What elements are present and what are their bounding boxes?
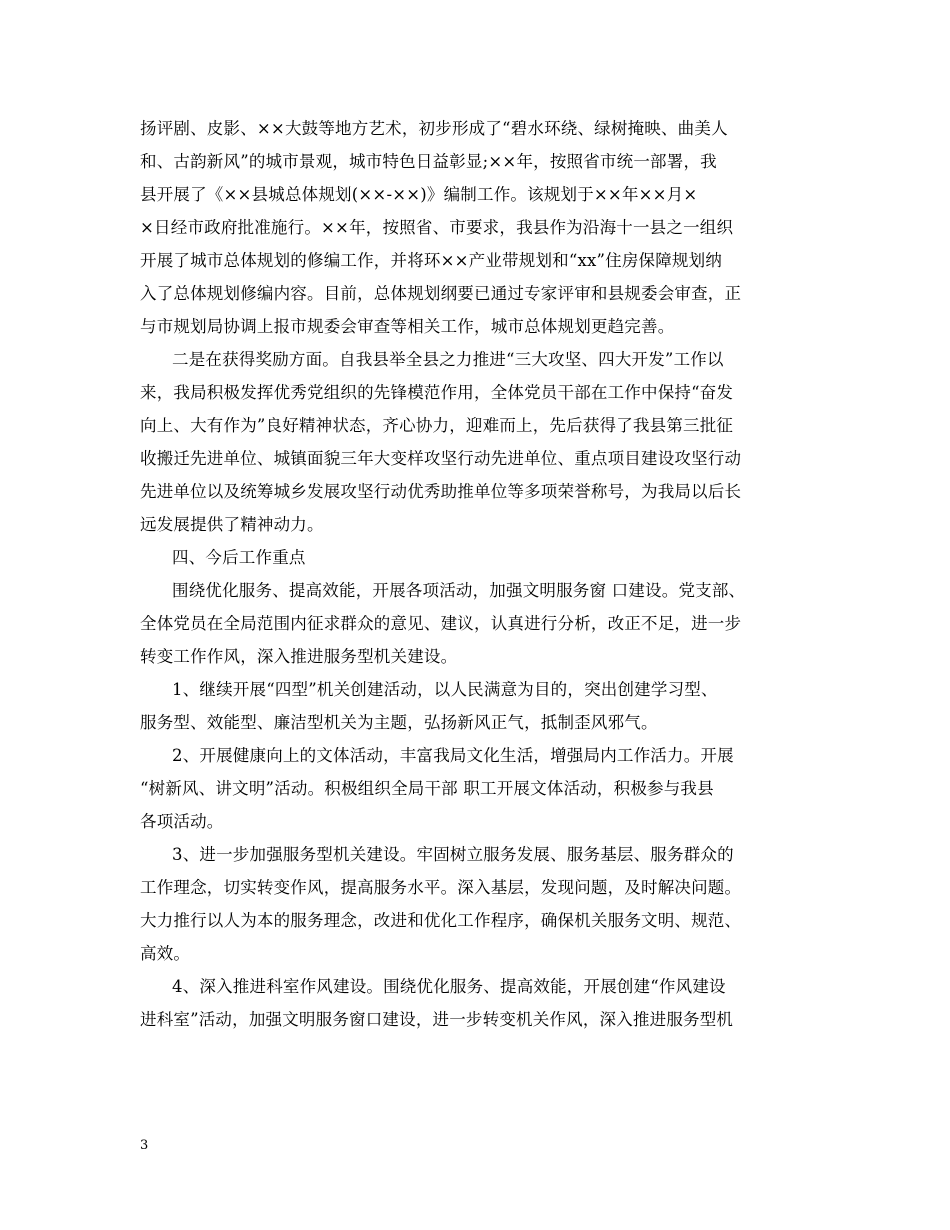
text-line: 开展了城市总体规划的修编工作，并将环××产业带规划和“xx”住房保障规划纳 [140,251,723,270]
text-line: ×日经市政府批准施行。××年，按照省、市要求，我县作为沿海十一县之一组织 [140,218,734,237]
text-line: 和、古韵新风”的城市景观，城市特色日益彰显;××年，按照省市统一部署，我 [140,152,717,171]
text-line: 入了总体规划修编内容。目前，总体规划纲要已通过专家评审和县规委会审查，正 [140,284,742,303]
text-line: 四、今后工作重点 [172,548,306,567]
text-line: 先进单位以及统筹城乡发展攻坚行动优秀助推单位等多项荣誉称号，为我局以后长 [140,482,742,501]
text-line: 县开展了《××县城总体规划(××-××)》编制工作。该规划于××年××月× [140,185,698,204]
text-line: 3、进一步加强服务型机关建设。牢固树立服务发展、服务基层、服务群众的 [172,845,734,864]
document-body [140,112,812,1036]
text-line: 向上、大有作为”良好精神状态，齐心协力，迎难而上，先后获得了我县第三批征 [140,416,734,435]
text-line: 2、开展健康向上的文体活动，丰富我局文化生活，增强局内工作活力。开展 [172,746,734,765]
text-line: 高效。 [140,944,191,963]
text-line: 工作理念，切实转变作风，提高服务水平。深入基层，发现问题，及时解决问题。 [140,878,742,897]
text-line: 转变工作作风，深入推进服务型机关建设。 [140,647,458,666]
text-line: 扬评剧、皮影、××大鼓等地方艺术，初步形成了“碧水环绕、绿树掩映、曲美人 [140,119,728,138]
text-line: 进科室”活动，加强文明服务窗口建设，进一步转变机关作风，深入推进服务型机 [140,1010,734,1029]
text-line: “树新风、讲文明”活动。积极组织全局干部 职工开展文体活动，积极参与我县 [140,779,714,798]
text-line: 全体党员在全局范围内征求群众的意见、建议，认真进行分析，改正不足，进一步 [140,614,742,633]
text-line: 收搬迁先进单位、城镇面貌三年大变样攻坚行动先进单位、重点项目建设攻坚行动 [140,449,742,468]
text-line: 1、继续开展“四型”机关创建活动，以人民满意为目的，突出创建学习型、 [172,680,718,699]
text-line: 与市规划局协调上报市规委会审查等相关工作，城市总体规划更趋完善。 [140,317,675,336]
text-line: 各项活动。 [140,812,224,831]
text-line: 来，我局积极发挥优秀党组织的先锋模范作用，全体党员干部在工作中保持“奋发 [140,383,734,402]
text-line: 4、深入推进科室作风建设。围绕优化服务、提高效能，开展创建“作风建设 [172,977,726,996]
page-number: 3 [140,1138,149,1153]
text-line: 大力推行以人为本的服务理念，改进和优化工作程序，确保机关服务文明、规范、 [140,911,742,930]
text-line: 围绕优化服务、提高效能，开展各项活动，加强文明服务窗 口建设。党支部、 [172,581,746,600]
text-line: 二是在获得奖励方面。自我县举全县之力推进“三大攻坚、四大开发”工作以 [172,350,724,369]
text-line: 远发展提供了精神动力。 [140,515,324,534]
text-line: 服务型、效能型、廉洁型机关为主题，弘扬新风正气，抵制歪风邪气。 [140,713,658,732]
